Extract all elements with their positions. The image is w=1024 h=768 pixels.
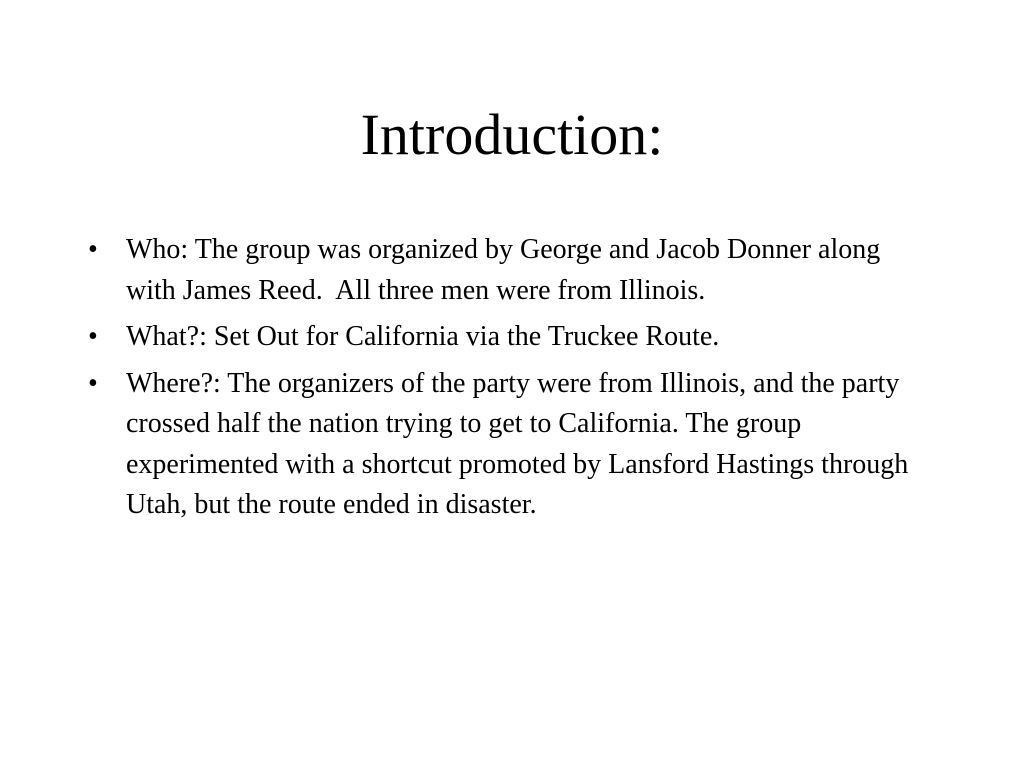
bullet-icon: • [88,367,98,399]
bullet-icon: • [88,321,98,352]
bullet-item-where [88,364,928,526]
bullet-text: Where?: The organizers of the party were from Illinois, and the party crossed half the nation trying to get to California. The group experimented with a shortcut promoted by Lansford Hastings through Utah, but the route ended in disaster. [126,367,909,520]
bullet-item-who [88,230,928,311]
bullet-list [88,230,928,532]
bullet-text: What?: Set Out for California via the Truckee Route. [126,321,720,352]
bullet-item-what [88,317,928,358]
bullet-text: Who: The group was organized by George and Jacob Donner along with James Reed. All three men were from Illinois. [126,234,888,306]
slide-title: Introduction: [360,102,664,167]
bullet-icon: • [88,234,98,265]
